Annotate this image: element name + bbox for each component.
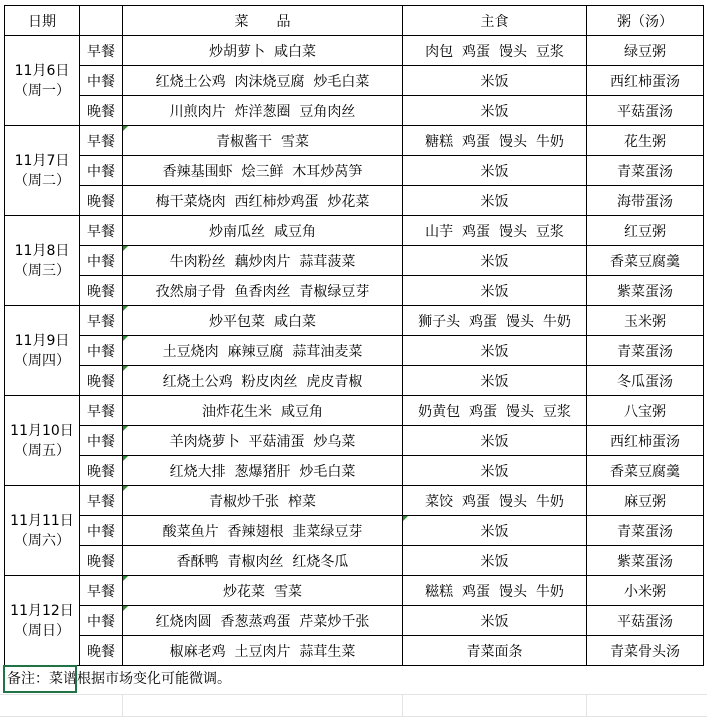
header-date[interactable]: 日期 xyxy=(5,6,80,36)
header-meal[interactable] xyxy=(80,6,123,36)
date-cell[interactable] xyxy=(5,486,80,576)
porridge-cell[interactable]: 西红柿蛋汤 xyxy=(587,66,704,96)
weekday-label: （周五） xyxy=(14,442,70,459)
dishes-cell[interactable]: 香辣基围虾 烩三鲜 木耳炒莴笋 xyxy=(123,156,403,186)
date-cell[interactable] xyxy=(5,306,80,396)
dishes-cell[interactable]: 油炸花生米 咸豆角 xyxy=(123,396,403,426)
staple-cell[interactable]: 米饭 xyxy=(403,96,587,126)
table-row xyxy=(5,186,704,216)
weekday-label: （周四） xyxy=(14,352,70,369)
porridge-cell[interactable]: 平菇蛋汤 xyxy=(587,606,704,636)
table-row xyxy=(5,246,704,276)
staple-cell[interactable]: 糍糕 鸡蛋 馒头 牛奶 xyxy=(403,576,587,606)
porridge-cell[interactable]: 紫菜蛋汤 xyxy=(587,276,704,306)
weekday-label: （周一） xyxy=(14,82,70,99)
table-row xyxy=(5,426,704,456)
meal-type-cell[interactable]: 晚餐 xyxy=(80,96,123,126)
meal-type-cell[interactable]: 中餐 xyxy=(80,66,123,96)
dishes-cell[interactable]: 炒南瓜丝 咸豆角 xyxy=(123,216,403,246)
date-cell[interactable] xyxy=(5,126,80,216)
meal-type-cell[interactable]: 中餐 xyxy=(80,426,123,456)
meal-type-cell[interactable]: 晚餐 xyxy=(80,186,123,216)
staple-cell[interactable]: 米饭 xyxy=(403,606,587,636)
meal-type-cell[interactable]: 早餐 xyxy=(80,36,123,66)
porridge-cell[interactable]: 花生粥 xyxy=(587,126,704,156)
table-row xyxy=(5,636,704,666)
meal-type-cell[interactable]: 晚餐 xyxy=(80,366,123,396)
dishes-cell[interactable]: 炒胡萝卜 咸白菜 xyxy=(123,36,403,66)
table-row xyxy=(5,216,704,246)
dishes-cell[interactable]: 酸菜鱼片 香辣翅根 韭菜绿豆芽 xyxy=(123,516,403,546)
table-row xyxy=(5,126,704,156)
gridline xyxy=(122,694,123,717)
date-label: 11月12日 xyxy=(10,602,74,619)
staple-cell[interactable]: 糖糕 鸡蛋 馒头 牛奶 xyxy=(403,126,587,156)
meal-type-cell[interactable]: 中餐 xyxy=(80,246,123,276)
staple-cell[interactable]: 狮子头 鸡蛋 馒头 牛奶 xyxy=(403,306,587,336)
meal-type-cell[interactable]: 晚餐 xyxy=(80,636,123,666)
header-dishes[interactable]: 菜 品 xyxy=(123,6,403,36)
meal-type-cell[interactable]: 早餐 xyxy=(80,396,123,426)
porridge-cell[interactable]: 冬瓜蛋汤 xyxy=(587,366,704,396)
porridge-cell[interactable]: 香菜豆腐羹 xyxy=(587,456,704,486)
staple-cell[interactable]: 米饭 xyxy=(403,426,587,456)
header-porridge[interactable]: 粥（汤） xyxy=(587,6,704,36)
porridge-cell[interactable]: 青菜骨头汤 xyxy=(587,636,704,666)
weekday-label: （周三） xyxy=(14,262,70,279)
table-row xyxy=(5,606,704,636)
date-label: 11月8日 xyxy=(14,242,70,259)
date-label: 11月9日 xyxy=(14,332,70,349)
staple-cell[interactable]: 米饭 xyxy=(403,186,587,216)
staple-cell[interactable]: 米饭 xyxy=(403,246,587,276)
table-row xyxy=(5,336,704,366)
date-cell[interactable] xyxy=(5,396,80,486)
dishes-cell[interactable]: 红烧土公鸡 肉沫烧豆腐 炒毛白菜 xyxy=(123,66,403,96)
porridge-cell[interactable]: 香菜豆腐羹 xyxy=(587,246,704,276)
table-row xyxy=(5,516,704,546)
staple-cell[interactable]: 米饭 xyxy=(403,366,587,396)
dishes-cell[interactable]: 红烧肉圆 香葱蒸鸡蛋 芹菜炒千张 xyxy=(123,606,403,636)
porridge-cell[interactable]: 青菜蛋汤 xyxy=(587,516,704,546)
dishes-cell[interactable]: 炒平包菜 咸白菜 xyxy=(123,306,403,336)
table-row xyxy=(5,96,704,126)
meal-type-cell[interactable]: 早餐 xyxy=(80,126,123,156)
meal-type-cell[interactable]: 中餐 xyxy=(80,516,123,546)
porridge-cell[interactable]: 麻豆粥 xyxy=(587,486,704,516)
meal-type-cell[interactable]: 早餐 xyxy=(80,216,123,246)
porridge-cell[interactable]: 小米粥 xyxy=(587,576,704,606)
staple-cell[interactable]: 青菜面条 xyxy=(403,636,587,666)
date-cell[interactable] xyxy=(5,36,80,126)
menu-table xyxy=(4,5,704,666)
meal-type-cell[interactable]: 中餐 xyxy=(80,156,123,186)
meal-type-cell[interactable]: 中餐 xyxy=(80,606,123,636)
staple-cell[interactable]: 肉包 鸡蛋 馒头 豆浆 xyxy=(403,36,587,66)
weekday-label: （周六） xyxy=(14,532,70,549)
meal-type-cell[interactable]: 早餐 xyxy=(80,576,123,606)
porridge-cell[interactable]: 玉米粥 xyxy=(587,306,704,336)
staple-cell[interactable]: 米饭 xyxy=(403,66,587,96)
table-row xyxy=(5,486,704,516)
dishes-cell[interactable]: 土豆烧肉 麻辣豆腐 蒜茸油麦菜 xyxy=(123,336,403,366)
date-cell[interactable] xyxy=(5,576,80,666)
dishes-cell[interactable]: 牛肉粉丝 藕炒肉片 蒜茸菠菜 xyxy=(123,246,403,276)
meal-type-cell[interactable]: 中餐 xyxy=(80,336,123,366)
table-row xyxy=(5,276,704,306)
meal-type-cell[interactable]: 早餐 xyxy=(80,306,123,336)
date-cell[interactable] xyxy=(5,216,80,306)
dishes-cell[interactable]: 孜然扇子骨 鱼香肉丝 青椒绿豆芽 xyxy=(123,276,403,306)
dishes-cell[interactable]: 青椒炒千张 榨菜 xyxy=(123,486,403,516)
staple-cell[interactable]: 米饭 xyxy=(403,546,587,576)
staple-cell[interactable]: 米饭 xyxy=(403,276,587,306)
date-label: 11月11日 xyxy=(10,512,74,529)
table-row xyxy=(5,366,704,396)
staple-cell[interactable]: 米饭 xyxy=(403,516,587,546)
header-row xyxy=(5,6,704,36)
dishes-cell[interactable]: 川煎肉片 炸洋葱圈 豆角肉丝 xyxy=(123,96,403,126)
table-row xyxy=(5,456,704,486)
staple-cell[interactable]: 米饭 xyxy=(403,156,587,186)
porridge-cell[interactable]: 绿豆粥 xyxy=(587,36,704,66)
table-row xyxy=(5,36,704,66)
meal-type-cell[interactable]: 晚餐 xyxy=(80,546,123,576)
footnote[interactable]: 备注：菜谱根据市场变化可能微调。 xyxy=(7,671,231,687)
gridline xyxy=(402,694,403,717)
dishes-cell[interactable]: 炒花菜 雪菜 xyxy=(123,576,403,606)
porridge-cell[interactable]: 紫菜蛋汤 xyxy=(587,546,704,576)
staple-cell[interactable]: 米饭 xyxy=(403,456,587,486)
staple-cell[interactable]: 奶黄包 鸡蛋 馒头 豆浆 xyxy=(403,396,587,426)
dishes-cell[interactable]: 羊肉烧萝卜 平菇浦蛋 炒乌菜 xyxy=(123,426,403,456)
table-row xyxy=(5,576,704,606)
staple-cell[interactable]: 山芋 鸡蛋 馒头 豆浆 xyxy=(403,216,587,246)
header-staple[interactable]: 主食 xyxy=(403,6,587,36)
table-row xyxy=(5,396,704,426)
gridline xyxy=(0,694,707,695)
meal-type-cell[interactable]: 晚餐 xyxy=(80,276,123,306)
table-row xyxy=(5,156,704,186)
porridge-cell[interactable]: 平菇蛋汤 xyxy=(587,96,704,126)
weekday-label: （周二） xyxy=(14,172,70,189)
porridge-cell[interactable]: 青菜蛋汤 xyxy=(587,156,704,186)
staple-cell[interactable]: 菜饺 鸡蛋 馒头 牛奶 xyxy=(403,486,587,516)
date-label: 11月6日 xyxy=(14,62,70,79)
meal-type-cell[interactable]: 晚餐 xyxy=(80,456,123,486)
date-label: 11月7日 xyxy=(14,152,70,169)
porridge-cell[interactable]: 西红柿蛋汤 xyxy=(587,426,704,456)
dishes-cell[interactable]: 香酥鸭 青椒肉丝 红烧冬瓜 xyxy=(123,546,403,576)
porridge-cell[interactable]: 红豆粥 xyxy=(587,216,704,246)
dishes-cell[interactable]: 椒麻老鸡 土豆肉片 蒜茸生菜 xyxy=(123,636,403,666)
gridline xyxy=(586,694,587,717)
table-row xyxy=(5,306,704,336)
staple-cell[interactable]: 米饭 xyxy=(403,336,587,366)
porridge-cell[interactable]: 海带蛋汤 xyxy=(587,186,704,216)
dishes-cell[interactable]: 青椒酱干 雪菜 xyxy=(123,126,403,156)
porridge-cell[interactable]: 青菜蛋汤 xyxy=(587,336,704,366)
weekday-label: （周日） xyxy=(14,622,70,639)
dishes-cell[interactable]: 红烧土公鸡 粉皮肉丝 虎皮青椒 xyxy=(123,366,403,396)
menu-body xyxy=(5,36,704,666)
meal-type-cell[interactable]: 早餐 xyxy=(80,486,123,516)
dishes-cell[interactable]: 红烧大排 葱爆猪肝 炒毛白菜 xyxy=(123,456,403,486)
table-row xyxy=(5,546,704,576)
selected-cell-outline xyxy=(3,665,77,693)
porridge-cell[interactable]: 八宝粥 xyxy=(587,396,704,426)
dishes-cell[interactable]: 梅干菜烧肉 西红柿炒鸡蛋 炒花菜 xyxy=(123,186,403,216)
table-row xyxy=(5,66,704,96)
date-label: 11月10日 xyxy=(10,422,74,439)
